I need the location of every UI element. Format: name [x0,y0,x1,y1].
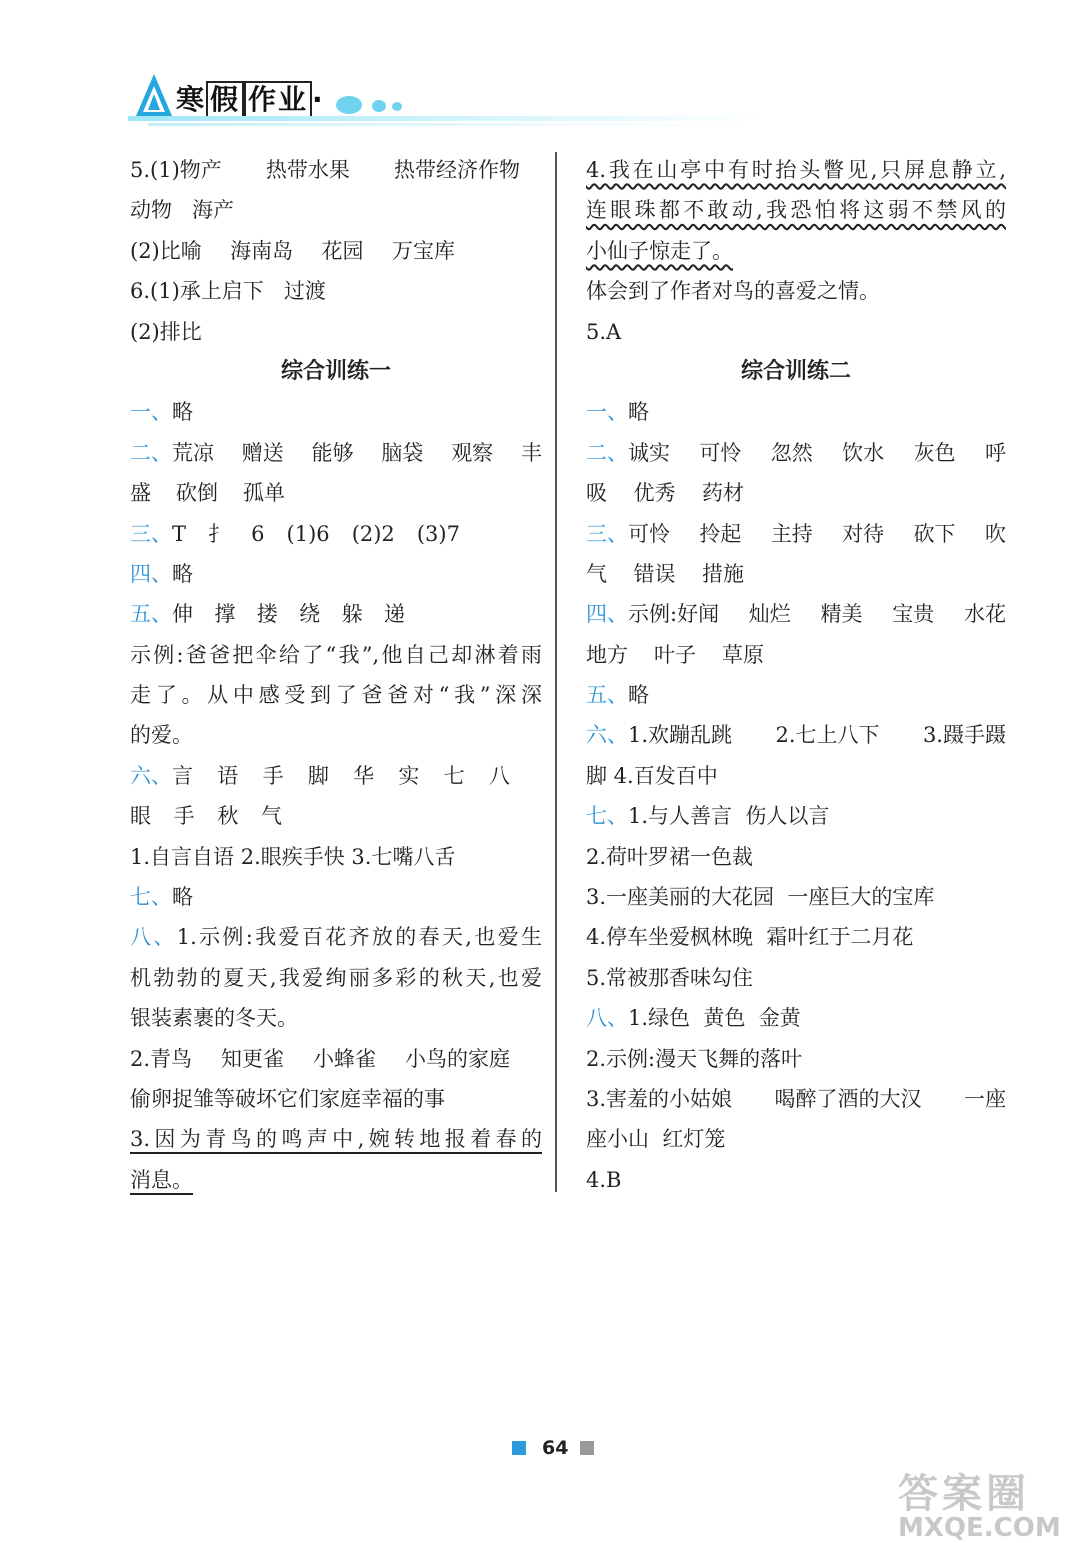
section-number: 六、 [130,763,172,788]
answer-line-wavy: 4.我在山亭中有时抬头瞥见,只屏息静立, [586,158,1006,182]
answer-line: 七、1.与人善言 伤人以言 [586,804,830,829]
header-dot [336,96,362,114]
header-title-part1: 寒 [176,83,207,116]
answer-line: 2.青鸟 知更雀 小蜂雀 小鸟的家庭 [130,1046,510,1071]
answer-line: 一、略 [586,400,649,425]
section-number: 七、 [130,885,172,910]
answer-line: 三、可怜 拎起 主持 对待 砍下 吹 [586,521,1006,546]
answer-line: 脚 4.百发百中 [586,763,718,788]
section-number: 七、 [586,804,628,829]
header-title [176,78,325,118]
answer-line: 八、1.绿色 黄色 金黄 [586,1006,801,1031]
header-dot [372,100,386,112]
section-number: 八、 [130,925,177,950]
answer-line-underlined: 3.因为青鸟的鸣声中,婉转地报着春的 [130,1127,542,1152]
page-number: 64 [542,1437,569,1459]
answer-line: 五、伸 撑 搂 绕 躲 递 [130,602,405,627]
header-band [128,116,768,121]
answer-line: (2)排比 [130,319,202,344]
page-header [128,68,778,128]
column-divider [555,152,557,1192]
answer-line: 2.示例:漫天飞舞的落叶 [586,1046,803,1071]
section-number: 五、 [130,602,172,627]
section-number: 一、 [586,400,628,425]
header-dot [392,102,402,111]
answer-line: 三、T 扌 6 (1)6 (2)2 (3)7 [130,521,460,546]
answer-line: 的爱。 [130,723,193,748]
answer-line: 3.一座美丽的大花园 一座巨大的宝库 [586,885,935,910]
answer-line: 银装素裹的冬天。 [130,1006,298,1031]
section-title: 综合训练二 [740,358,851,384]
answer-line: 5.常被那香味勾住 [586,965,754,990]
answer-line: 3.害羞的小姑娘 喝醉了酒的大汉 一座 [586,1086,1006,1111]
answer-line: 七、略 [130,885,193,910]
answer-line-wavy: 连眼珠都不敢动,我恐怕将这弱不禁风的 [586,198,1006,223]
answer-line: 座小山 红灯笼 [586,1127,726,1152]
answer-line: 2.荷叶罗裙一色裁 [586,844,754,869]
answer-line: 示例:爸爸把伞给了“我”,他自己却淋着雨 [130,642,542,667]
answer-line: 机勃勃的夏天,我爱绚丽多彩的秋天,也爱 [130,965,542,990]
answer-line: 盛 砍倒 孤单 [130,481,285,506]
answer-line: 4.B [586,1167,622,1192]
watermark-line2: MXQE.COM [898,1513,1061,1543]
answer-line: 二、诚实 可怜 忽然 饮水 灰色 呼 [586,440,1006,465]
blue-square-icon [512,1441,526,1455]
answer-line-underlined: 消息。 [130,1167,193,1192]
section-number: 四、 [130,561,172,586]
answer-line: 六、言 语 手 脚 华 实 七 八 [130,763,510,788]
answer-line: 五、略 [586,683,649,708]
answer-line-wavy: 小仙子惊走了。 [586,238,733,263]
header-title-part2: 假 [206,81,244,118]
answer-line: (2)比喻 海南岛 花园 万宝库 [130,238,455,263]
answer-line: 4.停车坐爱枫林晚 霜叶红于二月花 [586,925,914,950]
answer-line: 动物 海产 [130,198,235,223]
answer-line: 四、略 [130,561,193,586]
section-number: 三、 [586,521,628,546]
answer-line: 二、荒凉 赠送 能够 脑袋 观察 丰 [130,440,542,465]
answer-line: 6.(1)承上启下 过渡 [130,279,326,304]
triangle-logo-icon [132,72,176,120]
right-column [586,150,1006,1200]
answer-line: 地方 叶子 草原 [586,642,764,667]
watermark [898,1462,1061,1543]
watermark-line1: 答案圈 [898,1471,1030,1517]
answer-line: 眼 手 秋 气 [130,804,282,829]
header-title-part3: 作业 [244,81,312,118]
gray-square-icon [580,1441,594,1455]
section-number: 八、 [586,1006,628,1031]
header-band [148,123,708,126]
answer-line: 四、示例:好闻 灿烂 精美 宝贵 水花 [586,602,1006,627]
answer-line: 八、1.示例:我爱百花齐放的春天,也爱生 [130,925,543,950]
answer-line: 走了。从中感受到了爸爸对“我”深深 [130,683,542,708]
answer-line: 1.自言自语 2.眼疾手快 3.七嘴八舌 [130,844,456,869]
section-number: 二、 [130,440,172,465]
left-column [130,150,542,1200]
answer-line: 气 错误 措施 [586,561,744,586]
section-number: 三、 [130,521,172,546]
section-number: 六、 [586,723,628,748]
answer-line: 一、略 [130,400,193,425]
section-number: 一、 [130,400,172,425]
section-number: 五、 [586,683,628,708]
answer-line: 六、1.欢蹦乱跳 2.七上八下 3.蹑手蹑 [586,723,1006,748]
answer-line: 体会到了作者对鸟的喜爱之情。 [586,279,880,304]
section-title: 综合训练一 [280,358,391,384]
answer-line: 偷卵捉雏等破坏它们家庭幸福的事 [130,1086,445,1111]
section-number: 二、 [586,440,628,465]
header-title-dot: · [312,83,325,116]
answer-line: 5.(1)物产 热带水果 热带经济作物 [130,158,520,182]
answer-line: 吸 优秀 药材 [586,481,744,506]
section-number: 四、 [586,602,628,627]
answer-line: 5.A [586,319,622,344]
